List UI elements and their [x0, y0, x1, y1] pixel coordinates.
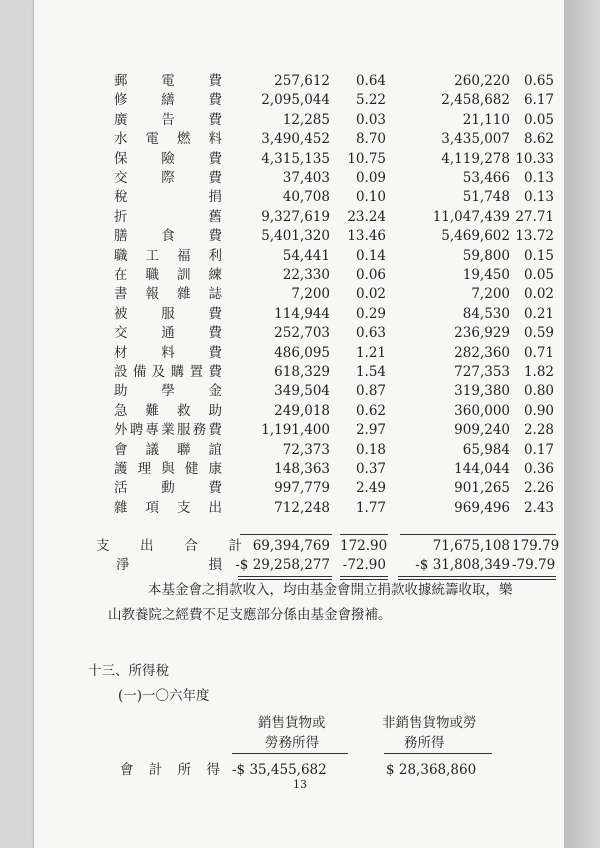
table-row [0, 459, 600, 479]
percent-prior: -79.79 [512, 557, 556, 573]
label-char: 利 [208, 248, 222, 264]
percent-prior: 27.71 [515, 209, 554, 225]
label-char: 服 [161, 306, 175, 322]
label-char: 費 [208, 73, 222, 89]
amount-prior: 901,265 [454, 480, 510, 496]
table-row-label [114, 246, 222, 266]
percent-prior: 2.26 [523, 480, 554, 496]
percent-current: 5.22 [355, 92, 386, 108]
label-char: 所 [177, 762, 192, 778]
tax-header-underline-2 [384, 753, 492, 754]
amount-current: 22,330 [282, 267, 330, 283]
table-row [0, 343, 600, 363]
table-row [0, 323, 600, 343]
label-char: 費 [208, 345, 222, 361]
label-char: 學 [161, 383, 175, 399]
label-char: 購 [170, 364, 185, 380]
percent-current: -72.90 [342, 557, 386, 573]
label-char: 被 [114, 306, 128, 322]
label-char: 損 [208, 557, 222, 573]
table-row [0, 207, 600, 227]
amount-current: 40,708 [282, 189, 330, 205]
percent-current: 0.14 [355, 248, 386, 264]
label-char: 會 [120, 762, 134, 778]
label-char: 出 [208, 500, 222, 516]
label-char: 助 [114, 383, 128, 399]
tax-header-col2-line2: 務所得 [404, 735, 445, 751]
amount-prior: 4,119,278 [441, 151, 510, 167]
percent-current: 0.63 [355, 325, 386, 341]
label-char: 費 [208, 228, 222, 244]
amount-current: 9,327,619 [261, 209, 330, 225]
table-row [0, 187, 600, 207]
table-row [0, 265, 600, 285]
tax-row-value-2: $ 28,368,860 [386, 762, 477, 778]
amount-prior: 260,220 [454, 73, 510, 89]
label-char: 助 [208, 403, 222, 419]
amount-current: 4,315,135 [261, 151, 330, 167]
amount-current: 148,363 [274, 461, 330, 477]
amount-prior: 3,435,007 [441, 131, 510, 147]
label-char: 職 [145, 267, 159, 283]
amount-current: 114,944 [274, 306, 330, 322]
percent-prior: 179.79 [512, 538, 560, 554]
amount-prior: 969,496 [454, 500, 510, 516]
table-row-label [114, 284, 222, 304]
table-row-label [114, 71, 222, 91]
label-char: 交 [114, 170, 128, 186]
percent-current: 2.97 [355, 422, 386, 438]
table-row-label [114, 149, 222, 169]
percent-prior: 0.80 [523, 383, 554, 399]
table-row-label [114, 207, 222, 227]
percent-prior: 0.05 [523, 267, 554, 283]
table-row [0, 90, 600, 110]
label-char: 郵 [114, 73, 128, 89]
percent-prior: 0.05 [523, 112, 554, 128]
total-row-label [96, 536, 242, 556]
amount-prior: 11,047,439 [432, 209, 510, 225]
percent-current: 23.24 [347, 209, 386, 225]
amount-current: 249,018 [274, 403, 330, 419]
label-char: 康 [208, 461, 222, 477]
percent-current: 0.10 [355, 189, 386, 205]
tax-row [0, 760, 600, 780]
label-char: 出 [140, 538, 154, 554]
label-char: 捐 [208, 189, 222, 205]
percent-prior: 0.90 [523, 403, 554, 419]
label-char: 通 [161, 325, 175, 341]
table-row-label [114, 420, 222, 440]
amount-current: 12,285 [282, 112, 330, 128]
percent-current: 0.02 [355, 286, 386, 302]
table-row-label [114, 362, 222, 382]
amount-current: 486,095 [274, 345, 330, 361]
percent-current: 1.21 [355, 345, 386, 361]
amount-prior: 53,466 [462, 170, 510, 186]
label-char: 會 [114, 442, 128, 458]
amount-prior: 51,748 [462, 189, 510, 205]
label-char: 聘 [129, 422, 144, 438]
table-row [0, 71, 600, 91]
percent-prior: 0.36 [523, 461, 554, 477]
page-number: 13 [293, 778, 307, 791]
amount-current: 349,504 [274, 383, 330, 399]
amount-prior: 7,200 [471, 286, 510, 302]
label-char: 膳 [114, 228, 128, 244]
table-row [0, 362, 600, 382]
table-row-label [114, 381, 222, 401]
table-row [0, 129, 600, 149]
label-char: 外 [114, 422, 128, 438]
label-char: 計 [228, 538, 242, 554]
label-char: 材 [114, 345, 128, 361]
table-row-label [114, 304, 222, 324]
amount-current: 7,200 [291, 286, 330, 302]
label-char: 備 [132, 364, 147, 380]
subsection-title: (一)一〇六年度 [118, 688, 210, 704]
label-char: 置 [189, 364, 204, 380]
label-char: 得 [206, 762, 220, 778]
table-row [0, 381, 600, 401]
label-char: 報 [145, 286, 159, 302]
amount-current: 5,401,320 [261, 228, 330, 244]
label-char: 舊 [208, 209, 222, 225]
label-char: 務 [192, 422, 207, 438]
percent-prior: 0.21 [523, 306, 554, 322]
label-char: 專 [145, 422, 159, 438]
net-row-label [116, 555, 222, 575]
amount-current: 712,248 [274, 500, 330, 516]
amount-prior: 727,353 [454, 364, 510, 380]
table-row-label [114, 265, 222, 285]
label-char: 廣 [114, 112, 128, 128]
label-char: 急 [114, 403, 128, 419]
amount-prior: 71,675,108 [432, 538, 510, 554]
section-title: 十三、所得稅 [88, 663, 169, 679]
tax-header-col1-line2: 勞務所得 [265, 735, 319, 751]
amount-prior: 59,800 [462, 248, 510, 264]
percent-prior: 10.33 [515, 151, 554, 167]
label-char: 合 [184, 538, 198, 554]
percent-prior: 6.17 [523, 92, 554, 108]
label-char: 及 [151, 364, 166, 380]
note-line-2: 山教養院之經費不足支應部分係由基金會撥補。 [108, 607, 392, 623]
amount-current: 997,779 [274, 480, 330, 496]
label-char: 保 [114, 151, 128, 167]
percent-prior: 1.82 [523, 364, 554, 380]
label-char: 電 [161, 73, 175, 89]
percent-prior: 2.43 [523, 500, 554, 516]
net-row [0, 555, 600, 575]
label-char: 費 [208, 306, 222, 322]
total-row [0, 536, 600, 556]
tax-header-underline-1 [232, 753, 348, 754]
label-char: 金 [208, 383, 222, 399]
label-char: 設 [114, 364, 128, 380]
label-char: 費 [208, 325, 222, 341]
label-char: 料 [208, 131, 222, 147]
label-char: 活 [114, 480, 128, 496]
percent-current: 0.29 [355, 306, 386, 322]
amount-prior: 5,469,602 [441, 228, 510, 244]
table-row-label [114, 498, 222, 518]
table-row-label [114, 168, 222, 188]
percent-prior: 13.72 [515, 228, 554, 244]
amount-current: 72,373 [282, 442, 330, 458]
percent-current: 8.70 [355, 131, 386, 147]
table-row [0, 401, 600, 421]
label-char: 健 [184, 461, 199, 477]
amount-prior: 236,929 [454, 325, 510, 341]
label-char: 誼 [208, 442, 222, 458]
percent-prior: 8.62 [523, 131, 554, 147]
table-row-label [114, 226, 222, 246]
table-row [0, 168, 600, 188]
percent-prior: 0.13 [523, 170, 554, 186]
percent-current: 2.49 [355, 480, 386, 496]
amount-prior: 282,360 [454, 345, 510, 361]
label-char: 食 [161, 228, 175, 244]
label-char: 費 [208, 364, 222, 380]
amount-current: 257,612 [274, 73, 330, 89]
label-char: 淨 [116, 557, 130, 573]
label-char: 誌 [208, 286, 222, 302]
tax-header-col1-line1: 銷售貨物或 [258, 715, 326, 731]
label-char: 訓 [177, 267, 191, 283]
label-char: 業 [161, 422, 175, 438]
label-char: 動 [161, 480, 175, 496]
label-char: 險 [161, 151, 175, 167]
label-char: 電 [145, 131, 159, 147]
label-char: 水 [114, 131, 128, 147]
label-char: 稅 [114, 189, 128, 205]
label-char: 際 [161, 170, 175, 186]
table-row-label [114, 440, 222, 460]
tax-row-label [120, 760, 220, 780]
total-line-col1 [240, 534, 332, 535]
percent-current: 0.09 [355, 170, 386, 186]
table-row-label [114, 401, 222, 421]
label-char: 雜 [177, 286, 191, 302]
table-row [0, 498, 600, 518]
percent-current: 0.37 [355, 461, 386, 477]
label-char: 練 [208, 267, 222, 283]
amount-current: 1,191,400 [261, 422, 330, 438]
label-char: 理 [137, 461, 152, 477]
table-row [0, 284, 600, 304]
label-char: 料 [161, 345, 175, 361]
label-char: 修 [114, 92, 128, 108]
percent-current: 0.62 [355, 403, 386, 419]
label-char: 費 [208, 422, 222, 438]
table-row [0, 478, 600, 498]
percent-prior: 0.15 [523, 248, 554, 264]
amount-prior: 360,000 [454, 403, 510, 419]
label-char: 費 [208, 170, 222, 186]
label-char: 議 [145, 442, 159, 458]
table-row-label [114, 110, 222, 130]
label-char: 費 [208, 480, 222, 496]
percent-current: 172.90 [340, 538, 388, 554]
amount-prior: 2,458,682 [441, 92, 510, 108]
tax-header-col2-line1: 非銷售貨物或勞 [382, 715, 477, 731]
label-char: 交 [114, 325, 128, 341]
label-char: 與 [161, 461, 175, 477]
table-row-label [114, 459, 222, 479]
table-row-label [114, 129, 222, 149]
amount-current: 252,703 [274, 325, 330, 341]
amount-prior: -$ 31,808,349 [415, 557, 510, 573]
label-char: 繕 [161, 92, 175, 108]
amount-prior: 319,380 [454, 383, 510, 399]
amount-current: 2,095,044 [261, 92, 330, 108]
percent-prior: 0.65 [523, 73, 554, 89]
table-row-label [114, 343, 222, 363]
tax-row-value-1: -$ 35,455,682 [232, 762, 327, 778]
label-char: 雜 [114, 500, 128, 516]
amount-prior: 21,110 [462, 112, 510, 128]
table-row [0, 420, 600, 440]
label-char: 燃 [177, 131, 191, 147]
net-double-line-col4 [512, 576, 556, 580]
percent-prior: 0.02 [523, 286, 554, 302]
label-char: 職 [114, 248, 128, 264]
table-row [0, 440, 600, 460]
percent-current: 0.64 [355, 73, 386, 89]
label-char: 難 [145, 403, 159, 419]
percent-current: 1.54 [355, 364, 386, 380]
table-row-label [114, 187, 222, 207]
label-char: 福 [177, 248, 191, 264]
table-row [0, 110, 600, 130]
note-line-1: 本基金會之捐款收入，均由基金會開立捐款收據統籌收取，樂 [148, 582, 513, 598]
label-char: 工 [145, 248, 159, 264]
amount-current: 54,441 [282, 248, 330, 264]
label-char: 書 [114, 286, 128, 302]
label-char: 支 [177, 500, 191, 516]
amount-current: 618,329 [274, 364, 330, 380]
label-char: 聯 [177, 442, 191, 458]
amount-prior: 84,530 [462, 306, 510, 322]
total-line-col3 [400, 534, 512, 535]
label-char: 計 [148, 762, 163, 778]
table-row [0, 246, 600, 266]
label-char: 費 [208, 151, 222, 167]
label-char: 告 [161, 112, 175, 128]
percent-prior: 0.71 [523, 345, 554, 361]
amount-prior: 909,240 [454, 422, 510, 438]
label-char: 服 [177, 422, 191, 438]
table-row-label [114, 323, 222, 343]
percent-prior: 2.28 [523, 422, 554, 438]
label-char: 費 [208, 92, 222, 108]
label-char: 護 [114, 461, 128, 477]
percent-current: 1.77 [355, 500, 386, 516]
table-row [0, 304, 600, 324]
amount-prior: 19,450 [462, 267, 510, 283]
percent-current: 13.46 [347, 228, 386, 244]
amount-current: -$ 29,258,277 [235, 557, 330, 573]
label-char: 折 [114, 209, 128, 225]
amount-current: 3,490,452 [261, 131, 330, 147]
percent-prior: 0.59 [523, 325, 554, 341]
label-char: 支 [96, 538, 110, 554]
table-row [0, 226, 600, 246]
percent-current: 0.18 [355, 442, 386, 458]
percent-current: 10.75 [347, 151, 386, 167]
amount-prior: 144,044 [454, 461, 510, 477]
percent-current: 0.06 [355, 267, 386, 283]
label-char: 救 [177, 403, 191, 419]
amount-current: 37,403 [282, 170, 330, 186]
total-line-col2 [340, 534, 388, 535]
total-line-col4 [512, 534, 556, 535]
amount-current: 69,394,769 [252, 538, 330, 554]
percent-current: 0.03 [355, 112, 386, 128]
percent-current: 0.87 [355, 383, 386, 399]
label-char: 在 [114, 267, 128, 283]
amount-prior: 65,984 [462, 442, 510, 458]
label-char: 項 [145, 500, 159, 516]
table-row-label [114, 478, 222, 498]
percent-prior: 0.13 [523, 189, 554, 205]
table-row-label [114, 90, 222, 110]
percent-prior: 0.17 [523, 442, 554, 458]
table-row [0, 149, 600, 169]
label-char: 費 [208, 112, 222, 128]
